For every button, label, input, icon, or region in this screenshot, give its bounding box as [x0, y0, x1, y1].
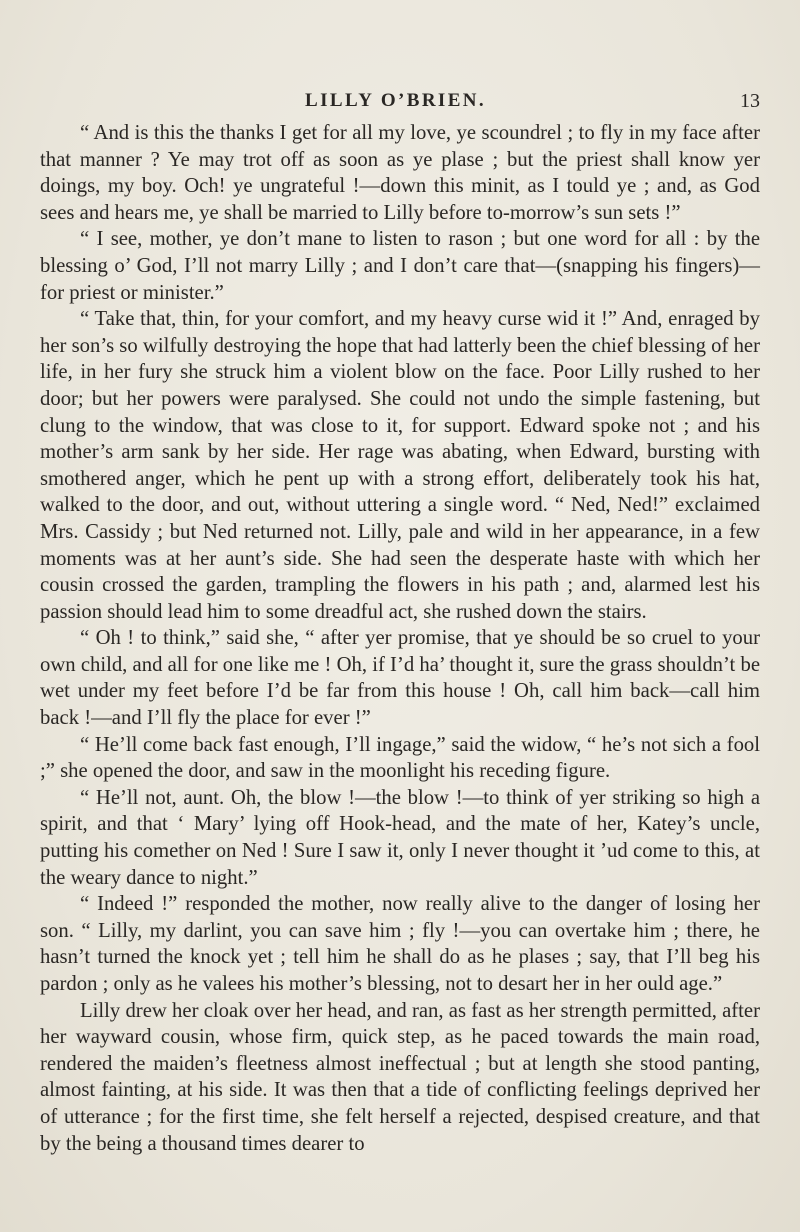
paragraph: “ Oh ! to think,” said she, “ after yer promise, that ye should be so cruel to your own child, and all for one like me ! Oh, if I’d ha’ thought it, sure the grass shouldn’t be wet under my feet before I’d be far from this house ! Oh, call him back—call him back !—and I’ll fly the place for ever !” [40, 627, 760, 730]
paragraph: “ Take that, thin, for your comfort, and my heavy curse wid it !” And, enraged by her son’s so wilfully destroying the hope that had latterly been the chief blessing of her life, in her fury she struck him a violent blow on the face. Poor Lilly rushed to her door; but her powers were paralysed. She could not undo the simple fastening, but clung to the window, that was close to it, for support. Edward spoke not ; and his mother’s arm sank by her side. Her rage was abating, when Edward, bursting with smothered anger, which he pent up with a strong effort, deliberately took his hat, walked to the door, and out, without uttering a single word. “ Ned, Ned!” exclaimed Mrs. Cassidy ; but Ned returned not. Lilly, pale and wild in her appearance, in a few moments was at her aunt’s side. She had seen the desperate haste with which her cousin crossed the garden, trampling the flowers in his path ; and, alarmed lest his passion should lead him to some dreadful act, she rushed down the stairs. [40, 308, 760, 623]
paragraph: “ I see, mother, ye don’t mane to listen to rason ; but one word for all : by the blessing o’ God, I’ll not marry Lilly ; and I don’t care that—(snapping his fingers)—for priest or minister.” [40, 228, 760, 304]
paragraph: “ Indeed !” responded the mother, now really alive to the danger of losing her son. “ Lilly, my darlint, you can save him ; fly !—you can overtake him ; there, he hasn’t turned the knock yet ; tell him he shall do as he plases ; say, that I’ll beg his pardon ; only as he valees his mother’s blessing, not to desart her in her ould age.” [40, 893, 760, 995]
paragraph: “ He’ll come back fast enough, I’ll ingage,” said the widow, “ he’s not sich a fool ;” she opened the door, and saw in the moonlight his receding figure. [40, 733, 760, 783]
page-number: 13 [740, 90, 760, 112]
paragraph: “ And is this the thanks I get for all my love, ye scoundrel ; to fly in my face after that manner ? Ye may trot off as soon as ye plase ; but the priest shall know yer doings, my boy. Och! ye ungrateful !—down this minit, as I tould ye ; and, as God sees and hears me, ye shall be married to Lilly before to-morrow’s sun sets !” [40, 122, 760, 224]
paragraph: “ He’ll not, aunt. Oh, the blow !—the blow !—to think of yer striking so high a spirit, and that ‘ Mary’ lying off Hook-head, and the mate of her, Katey’s uncle, putting his comether on Ned ! Sure I saw it, only I never thought it ’ud come to this, at the weary dance to night.” [40, 786, 760, 889]
paragraph: Lilly drew her cloak over her head, and ran, as fast as her strength permitted, after her wayward cousin, whose firm, quick step, as he paced towards the main road, rendered the maiden’s fleetness almost ineffectual ; but at length she stood panting, almost fainting, at his side. It was then that a tide of conflicting feelings deprived her of utterance ; for the first time, she felt herself a rejected, despised creature, and that by the being a thousand times dearer to [40, 999, 760, 1155]
page-header [0, 90, 800, 120]
body-text [40, 120, 760, 1157]
running-title: LILLY O’BRIEN. [305, 90, 487, 111]
